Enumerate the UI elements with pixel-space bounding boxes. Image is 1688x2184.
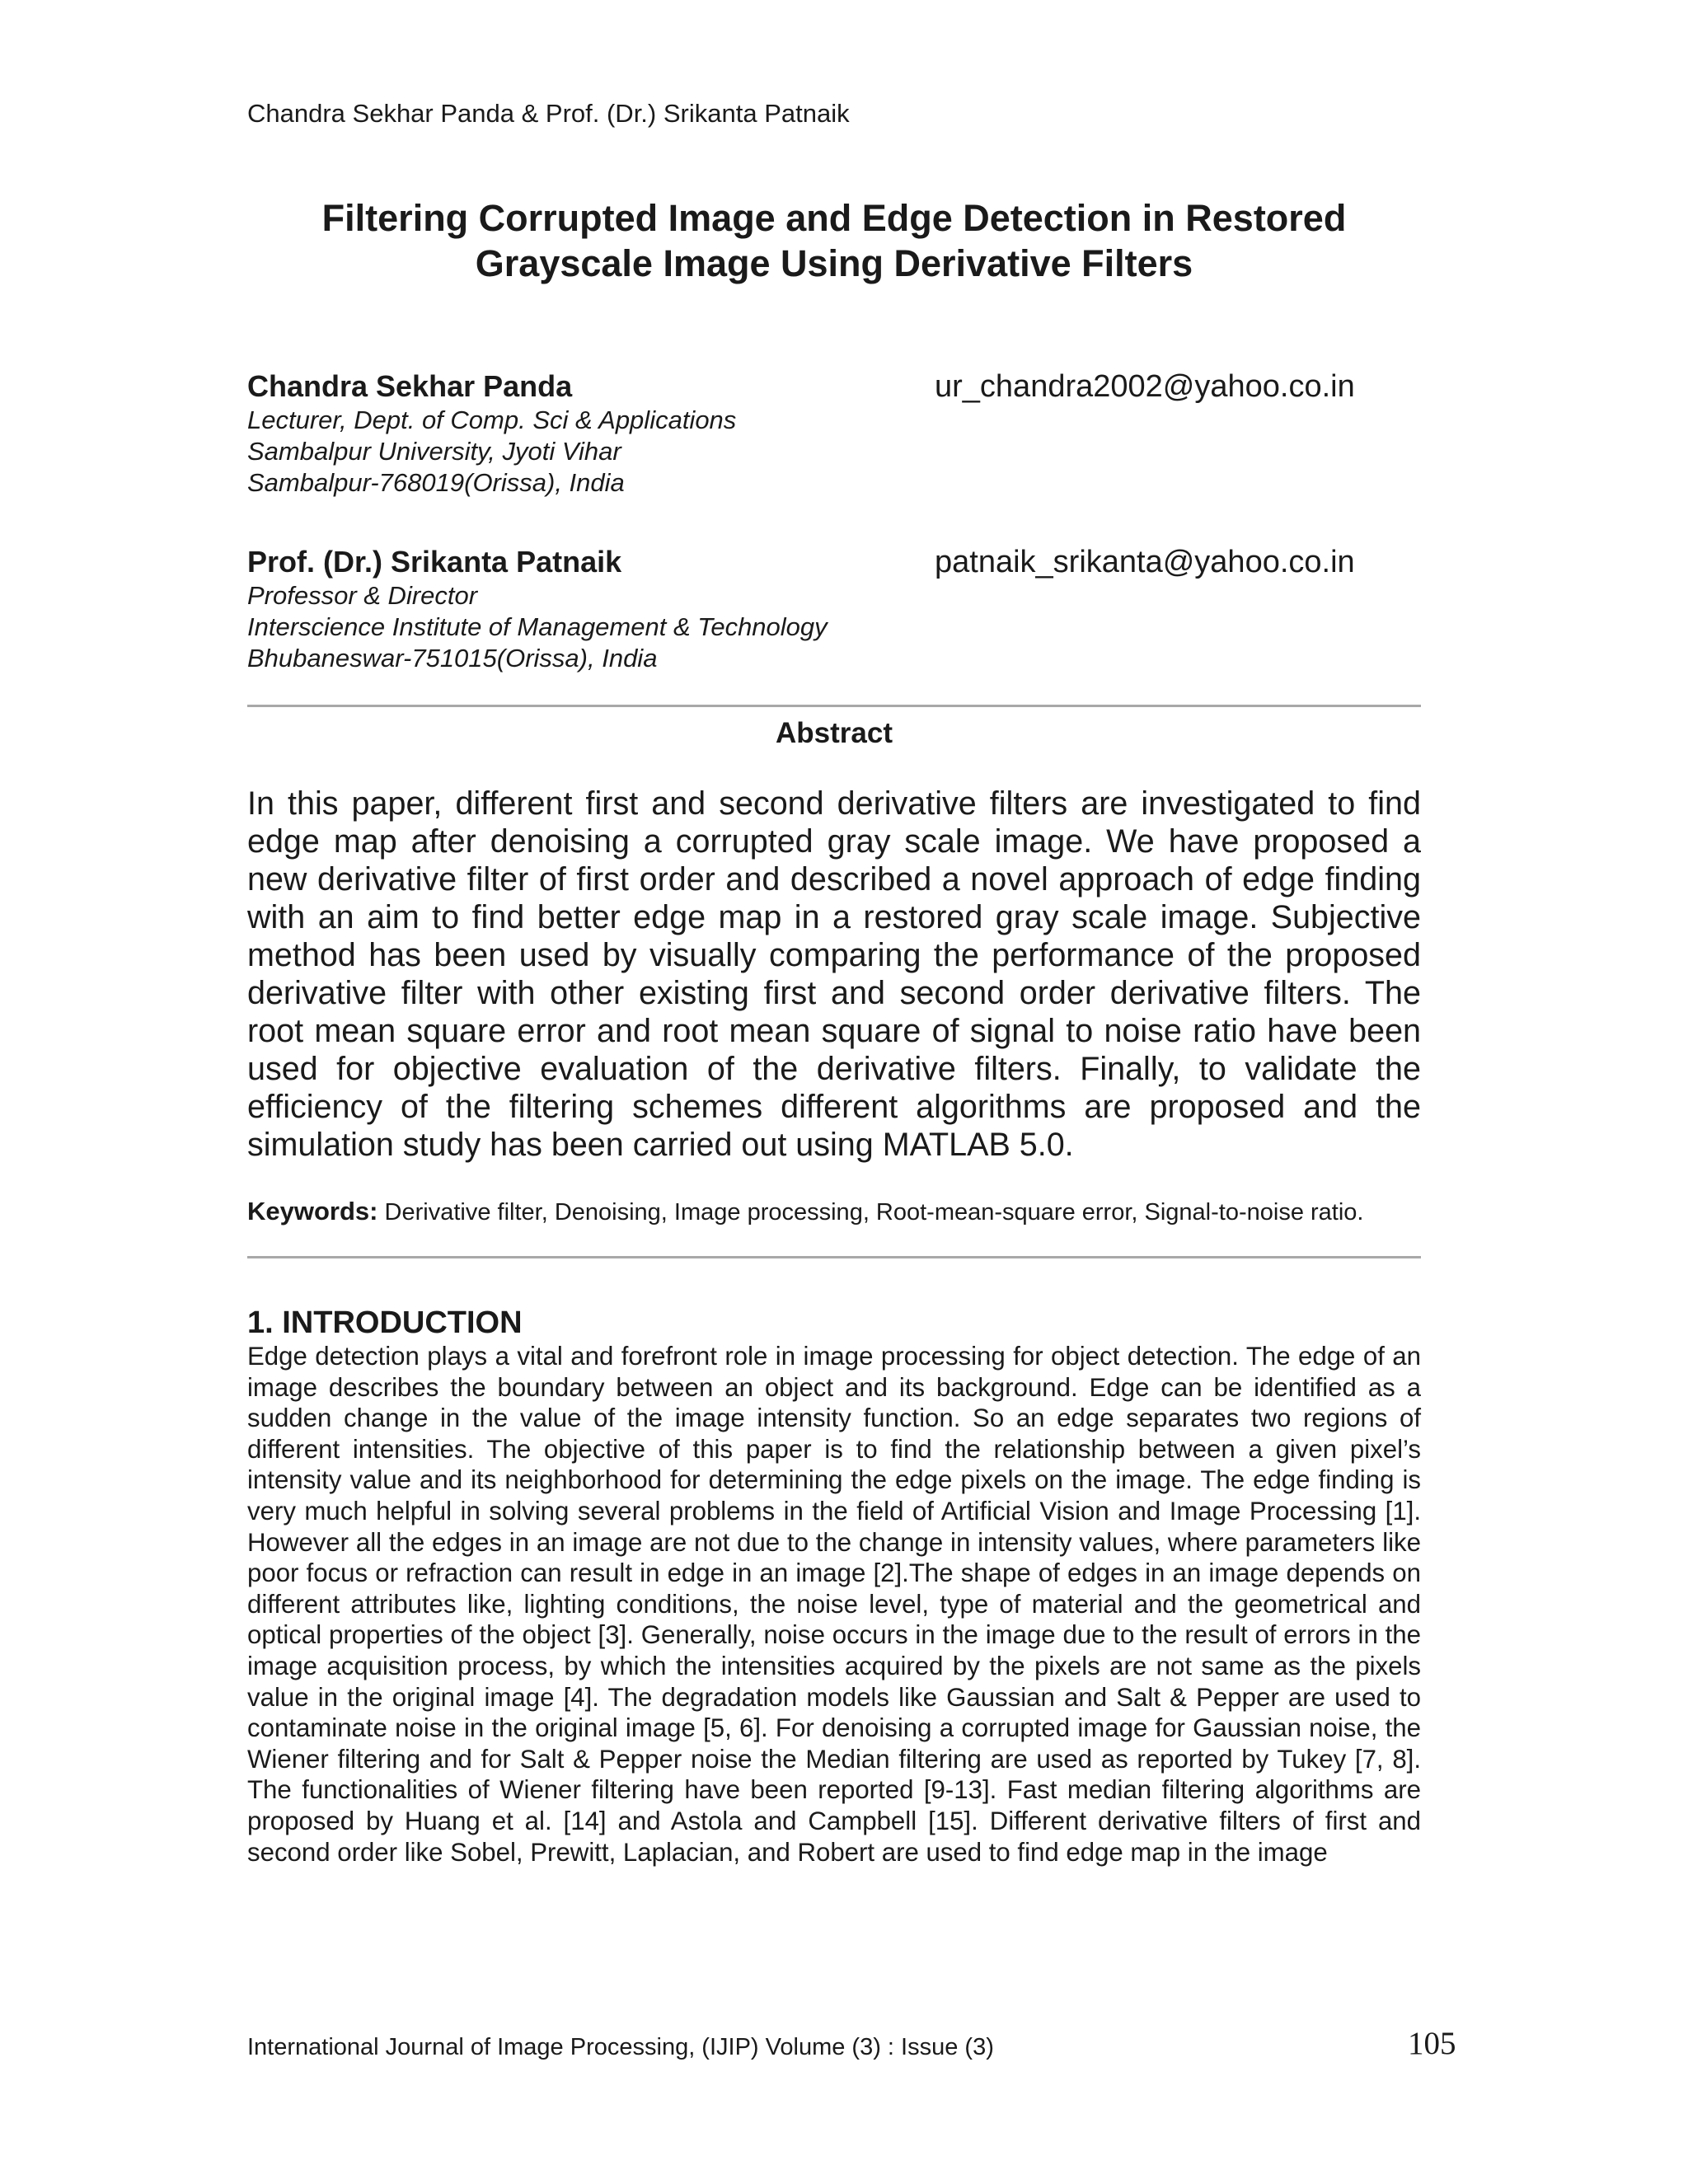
keywords-label: Keywords: [247, 1197, 378, 1226]
paper-page [247, 0, 1456, 2184]
paper-title-line-1: Filtering Corrupted Image and Edge Detection in Restored [321, 197, 1347, 239]
page-footer [247, 2026, 1456, 2062]
abstract-top-divider [247, 705, 1421, 707]
author-affiliation-line: Interscience Institute of Management & Technology [247, 612, 828, 641]
section-heading-introduction: 1. INTRODUCTION [247, 1305, 523, 1340]
author-affiliation-line: Bhubaneswar-751015(Orissa), India [247, 644, 658, 673]
author-email[interactable]: patnaik_srikanta@yahoo.co.in [935, 545, 1355, 579]
paper-title-line-2: Grayscale Image Using Derivative Filters [475, 242, 1193, 284]
author-affiliation-line: Professor & Director [247, 581, 478, 610]
author-email[interactable]: ur_chandra2002@yahoo.co.in [935, 369, 1355, 404]
abstract-heading: Abstract [776, 717, 893, 749]
abstract-bottom-divider [247, 1256, 1421, 1258]
author-name: Prof. (Dr.) Srikanta Patnaik [247, 545, 622, 579]
author-affiliation-line: Lecturer, Dept. of Comp. Sci & Applications [247, 405, 737, 434]
footer-journal: International Journal of Image Processing, (IJIP) Volume (3) : Issue (3) [247, 2034, 994, 2060]
author-block-2 [247, 544, 1421, 674]
keywords-text: Derivative filter, Denoising, Image processing, Root-mean-square error, Signal-to-noise ratio. [384, 1199, 1364, 1226]
introduction-text: Edge detection plays a vital and forefront role in image processing for object detection. The edge of an image describes the boundary between an object and its background. Edge can be identified as a sudden change in the value of the image intensity function. So an edge separates two regions of different intensities. The objective of this paper is to find the relationship between a given pixel’s intensity value and its neighborhood for determining the edge pixels on the image. The edge finding is very much helpful in solving several problems in the field of Artificial Vision and Image Processing [1]. However all the edges in an image are not due to the change in intensity values, where parameters like poor focus or refraction can result in edge in an image [2].The shape of edges in an image depends on different attributes like, lighting conditions, the noise level, type of material and the geometrical and optical properties of the object [3]. Generally, noise occurs in the image due to the result of errors in the image acquisition process, by which the intensities acquired by the pixels are not same as the pixels value in the original image [4]. The degradation models like Gaussian and Salt & Pepper are used to contaminate noise in the original image [5, 6]. For denoising a corrupted image for Gaussian noise, the Wiener filtering and for Salt & Pepper noise the Median filtering are used as reported by Tukey [7, 8]. The functionalities of Wiener filtering have been reported [9-13]. Fast median filtering algorithms are proposed by Huang et al. [14] and Astola and Campbell [15]. Different derivative filters of first and second order like Sobel, Prewitt, Laplacian, and Robert are used to find edge map in the image [247, 1342, 1421, 1867]
author-affiliation-line: Sambalpur-768019(Orissa), India [247, 468, 625, 497]
author-affiliation-line: Sambalpur University, Jyoti Vihar [247, 437, 621, 466]
running-header: Chandra Sekhar Panda & Prof. (Dr.) Srikanta Patnaik [247, 99, 850, 128]
abstract-text: In this paper, different first and second derivative filters are investigated to find edge map after denoising a corrupted gray scale image. We have proposed a new derivative filter of first order and described a novel approach of edge finding with an aim to find better edge map in a restored gray scale image. Subjective method has been used by visually comparing the performance of the proposed derivative filter with other existing first and second order derivative filters. The root mean square error and root mean square of signal to noise ratio have been used for objective evaluation of the derivative filters. Finally, to validate the efficiency of the filtering schemes different algorithms are proposed and the simulation study has been carried out using MATLAB 5.0. [247, 785, 1421, 1163]
keywords-line [247, 1195, 1421, 1229]
author-name: Chandra Sekhar Panda [247, 369, 573, 403]
paper-title [247, 195, 1421, 286]
author-block-1 [247, 368, 1421, 499]
page-number: 105 [1408, 2026, 1456, 2061]
